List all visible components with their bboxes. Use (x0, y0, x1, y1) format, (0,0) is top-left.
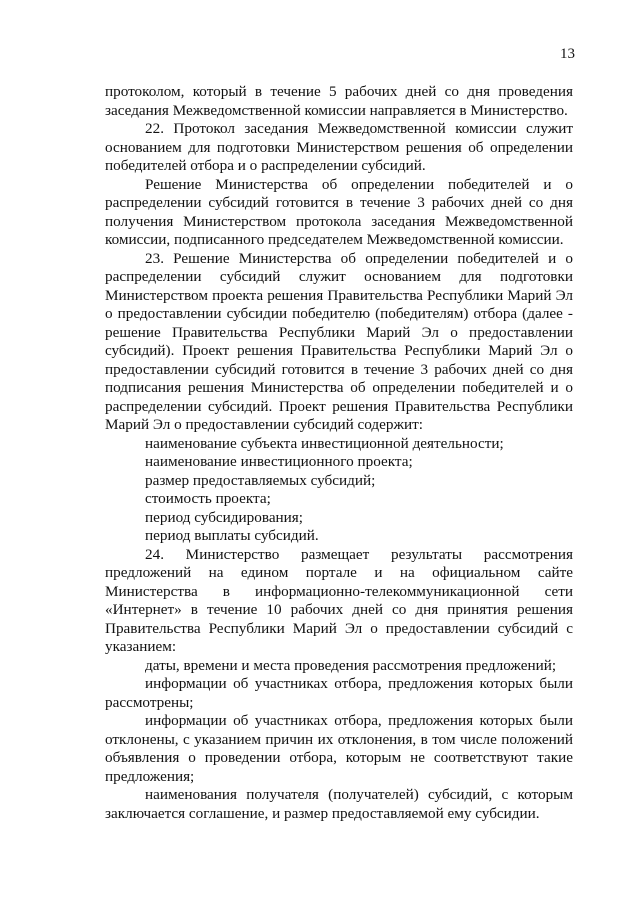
paragraph: 22. Протокол заседания Межведомственной комиссии служит основанием для подготовки Министерством решения об определении победителей отбора и о распределении субсидий. (105, 120, 573, 174)
list-item: стоимость проекта; (145, 490, 271, 507)
list-item: наименование инвестиционного проекта; (145, 453, 413, 470)
paragraph: протоколом, который в течение 5 рабочих дней со дня проведения заседания Межведомственной комиссии направляется в Министерство. (105, 83, 573, 119)
paragraph: Решение Министерства об определении победителей и о распределении субсидий готовится в течение 3 рабочих дней со дня получения Министерством протокола заседания Межведомственной комиссии, подписанного председателем Межведомственной комиссии. (105, 175, 573, 248)
list-item: наименования получателя (получателей) субсидий, с которым заключается соглашение, и размер предоставляемой ему субсидии. (105, 786, 573, 822)
list-item: размер предоставляемых субсидий; (145, 471, 376, 489)
page-number: 13 (560, 46, 575, 62)
list-item: период выплаты субсидий. (145, 527, 319, 544)
paragraph: 24. Министерство размещает результаты рассмотрения предложений на едином портале и на официальном сайте Министерства в информационно-телекоммуникационной сети «Интернет» в течение 10 рабочих дней со дня принятия решения Правительства Республики Марий Эл о предоставлении субсидий с указанием: (105, 545, 573, 655)
list-item: период субсидирования; (145, 508, 304, 526)
list-item: даты, времени и места проведения рассмотрения предложений; (145, 656, 557, 674)
list-item: информации об участниках отбора, предложения которых были отклонены, с указанием причин их отклонения, в том числе положений объявления о проведении отбора, которым не соответствуют такие предложения; (105, 712, 573, 785)
paragraph: 23. Решение Министерства об определении победителей и о распределении субсидий служит основанием для подготовки Министерством проекта решения Правительства Республики Марий Эл о предоставлении субсидии победителю (победителям) отбора (далее - решение Правительства Республики Марий Эл о предоставлении субсидий). Проект решения Правительства Республики Марий Эл о предоставлении субсидий готовится в течение 3 рабочих дней со дня подписания решения Министерства об определении победителей и о распределении субсидий. Проект решения Правительства Республики Марий Эл о предоставлении субсидий содержит: (105, 249, 573, 433)
document-body (105, 83, 573, 823)
list-item: информации об участниках отбора, предложения которых были рассмотрены; (105, 675, 573, 711)
list-item: наименование субъекта инвестиционной деятельности; (145, 434, 504, 452)
